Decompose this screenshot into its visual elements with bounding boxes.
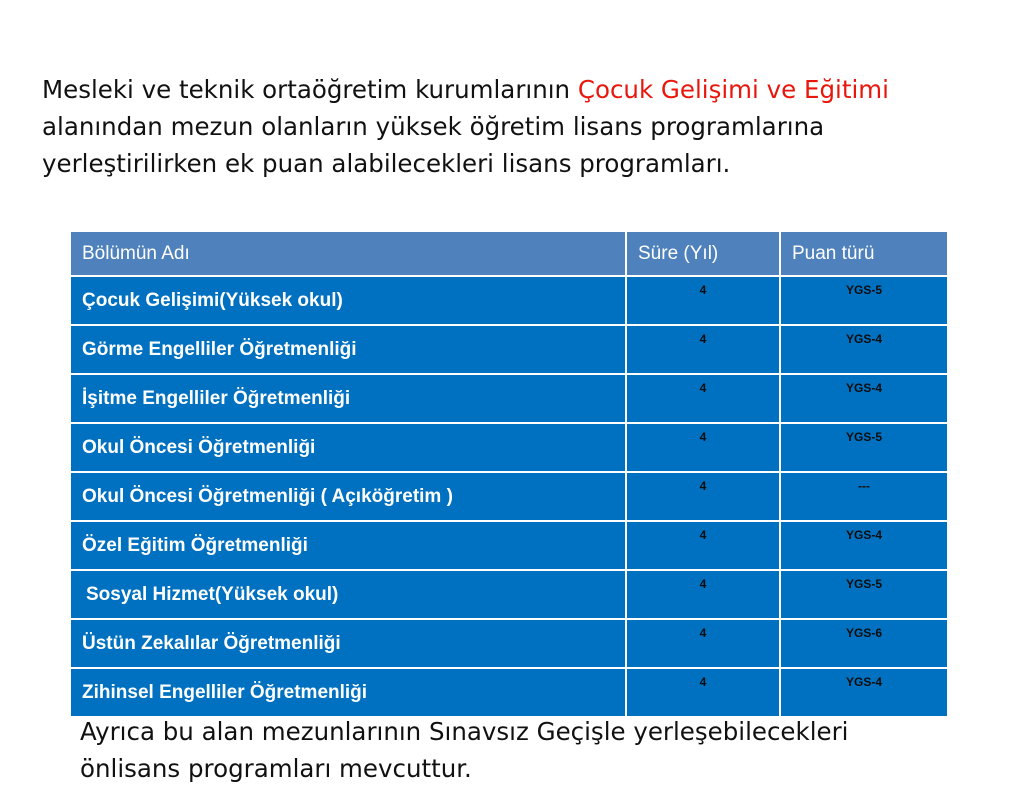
header-score-type: Puan türü [780, 231, 948, 276]
program-name: İşitme Engelliler Öğretmenliği [70, 374, 626, 423]
program-duration: 4 [626, 570, 780, 619]
programs-table [69, 230, 949, 718]
program-name: Zihinsel Engelliler Öğretmenliği [70, 668, 626, 717]
program-score-type: YGS-4 [780, 521, 948, 570]
program-duration: 4 [626, 521, 780, 570]
program-score-type: YGS-4 [780, 668, 948, 717]
program-duration: 4 [626, 423, 780, 472]
program-name: Çocuk Gelişimi(Yüksek okul) [70, 276, 626, 325]
program-score-type: YGS-4 [780, 325, 948, 374]
program-duration: 4 [626, 374, 780, 423]
table-row [70, 325, 948, 374]
intro-paragraph [42, 71, 942, 182]
program-duration: 4 [626, 472, 780, 521]
program-name: Sosyal Hizmet(Yüksek okul) [70, 570, 626, 619]
program-score-type: YGS-6 [780, 619, 948, 668]
program-duration: 4 [626, 325, 780, 374]
program-name: Okul Öncesi Öğretmenliği ( Açıköğretim ) [70, 472, 626, 521]
program-score-type: YGS-5 [780, 570, 948, 619]
table-row [70, 570, 948, 619]
program-duration: 4 [626, 668, 780, 717]
program-score-type: --- [780, 472, 948, 521]
table-row [70, 521, 948, 570]
table-row [70, 374, 948, 423]
program-duration: 4 [626, 619, 780, 668]
program-name: Görme Engelliler Öğretmenliği [70, 325, 626, 374]
program-score-type: YGS-5 [780, 276, 948, 325]
header-duration: Süre (Yıl) [626, 231, 780, 276]
program-score-type: YGS-4 [780, 374, 948, 423]
program-name: Okul Öncesi Öğretmenliği [70, 423, 626, 472]
intro-text-end: alanından mezun olanların yüksek öğretim lisans programlarına yerleştirilirken ek puan alabilecekleri lisans programları. [42, 111, 825, 178]
table-row [70, 668, 948, 717]
program-duration: 4 [626, 276, 780, 325]
program-name: Özel Eğitim Öğretmenliği [70, 521, 626, 570]
program-name: Üstün Zekalılar Öğretmenliği [70, 619, 626, 668]
header-program-name: Bölümün Adı [70, 231, 626, 276]
program-score-type: YGS-5 [780, 423, 948, 472]
table-row [70, 472, 948, 521]
table-header-row [70, 231, 948, 276]
intro-text-start: Mesleki ve teknik ortaöğretim kurumlarının [42, 74, 578, 104]
intro-highlight: Çocuk Gelişimi ve Eğitimi [577, 74, 889, 104]
table-row [70, 423, 948, 472]
table-row [70, 276, 948, 325]
table-row [70, 619, 948, 668]
outro-paragraph: Ayrıca bu alan mezunlarının Sınavsız Geçişle yerleşebilecekleri önlisans programları mevcuttur. [80, 716, 849, 783]
